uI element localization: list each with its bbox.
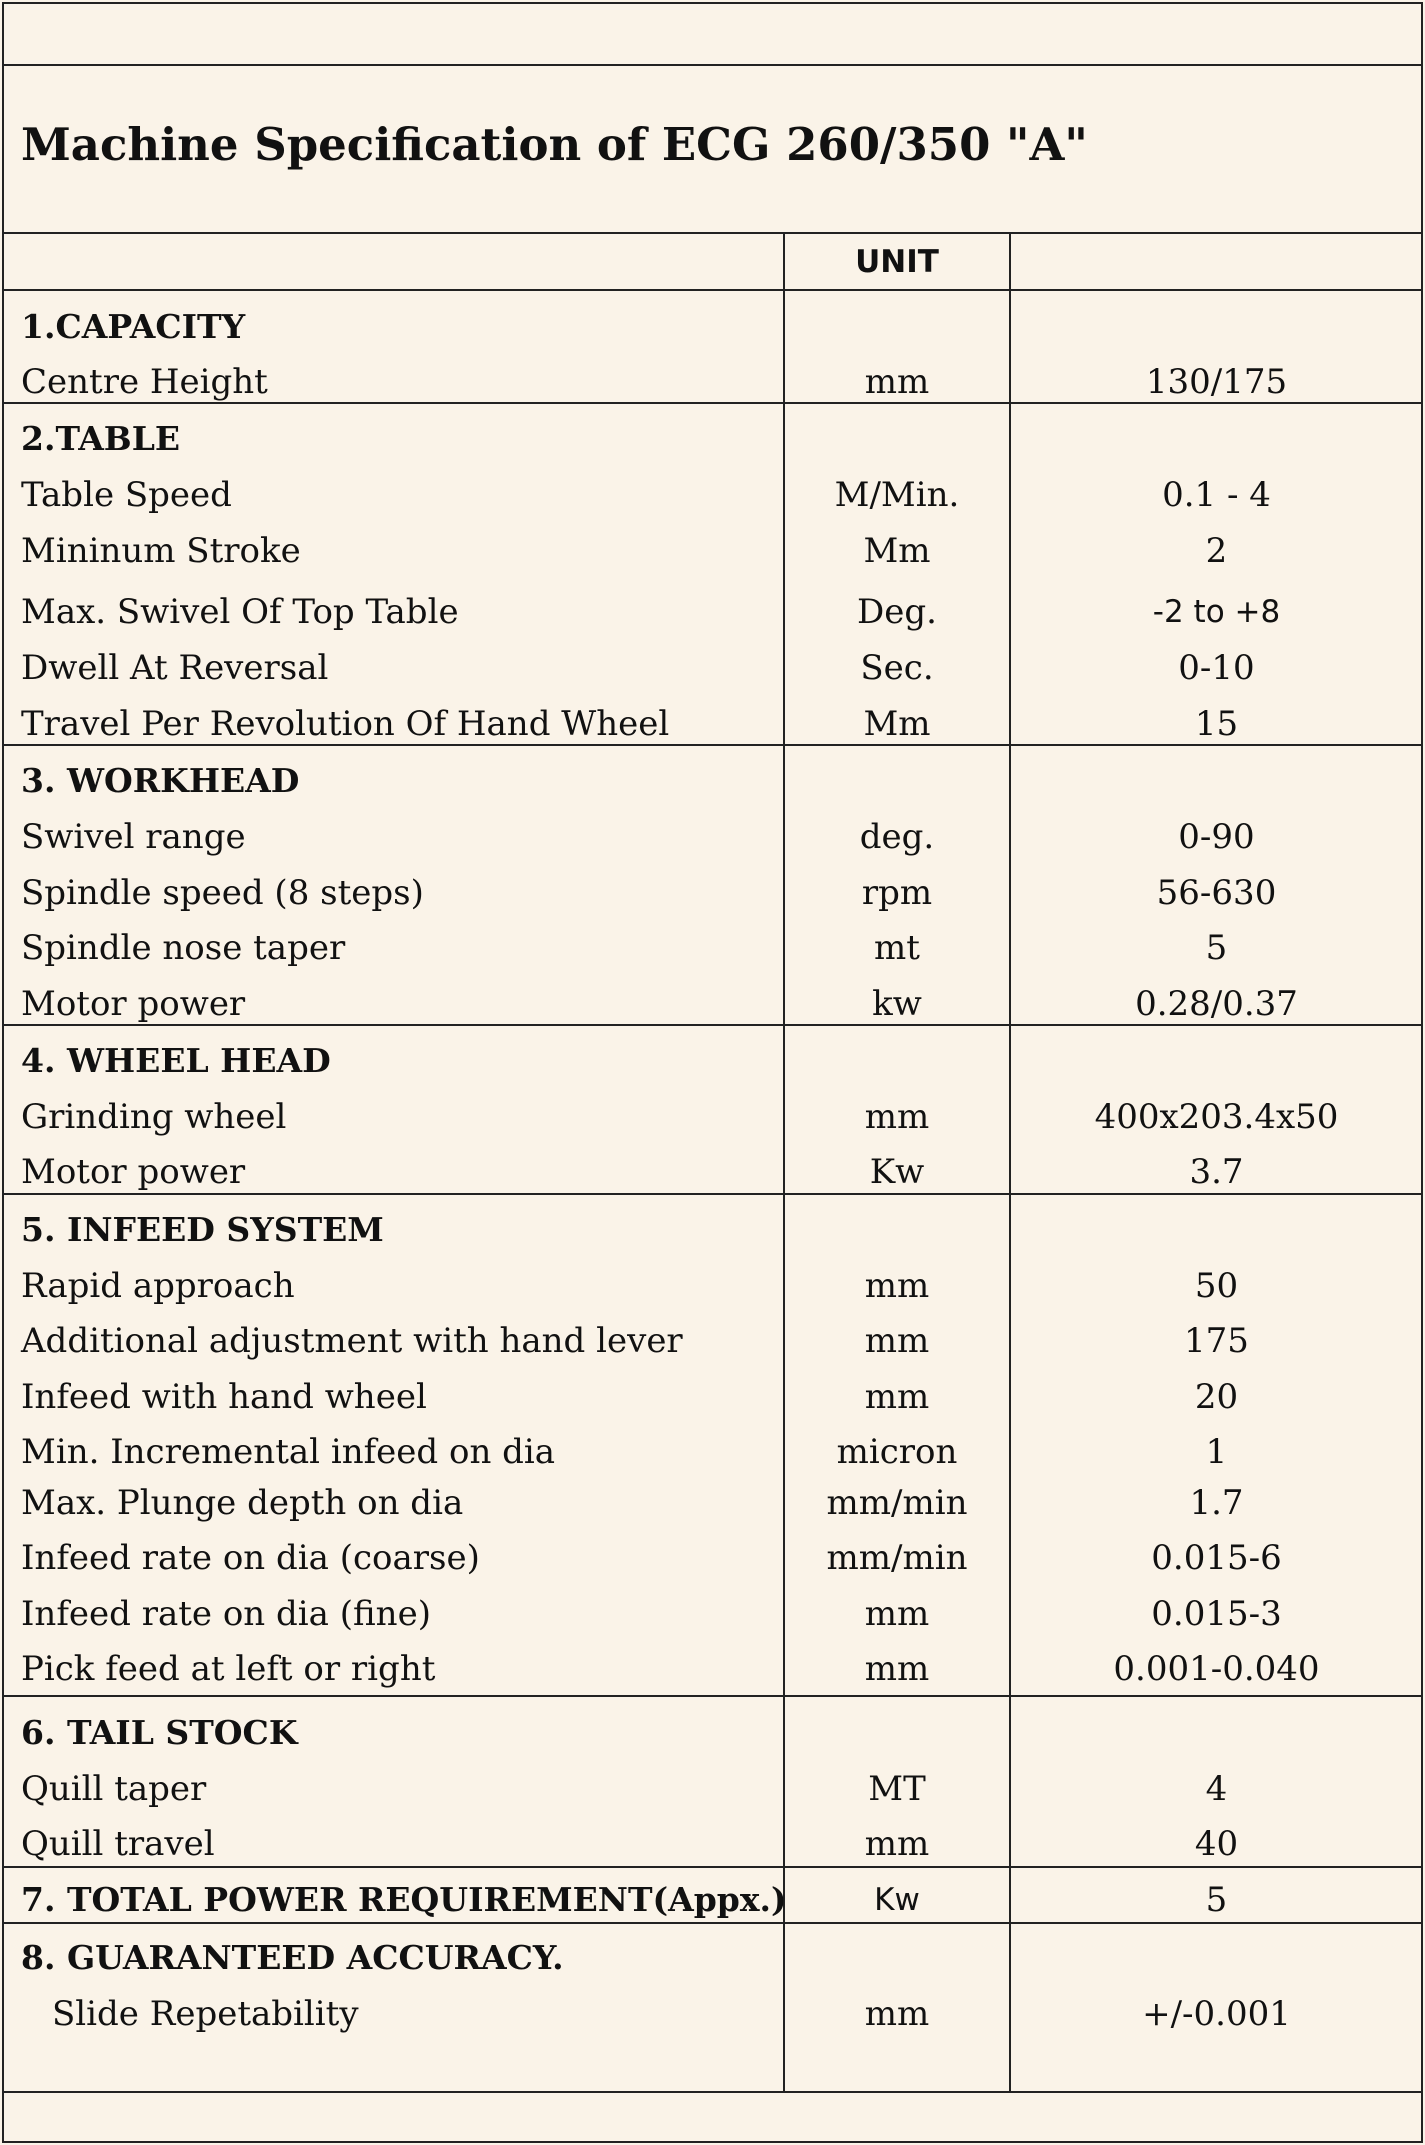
table-row [0, 1313, 1425, 1369]
table-row [0, 696, 1425, 752]
row-unit: mm [864, 1266, 930, 1306]
section-heading [0, 411, 1425, 467]
row-value: 0-10 [1178, 648, 1255, 688]
row-value: 0-90 [1178, 817, 1255, 857]
row-unit: Kw [874, 1882, 920, 1918]
row-label: 6. TAIL STOCK [21, 1713, 298, 1752]
divider [2, 2091, 1423, 2093]
row-label: Spindle nose taper [21, 928, 346, 968]
table-row [0, 354, 1425, 410]
row-label: Rapid approach [21, 1266, 295, 1306]
table-row [0, 1816, 1425, 1872]
row-value: 1 [1205, 1432, 1228, 1472]
row-label: 5. INFEED SYSTEM [21, 1210, 384, 1249]
row-value: 50 [1194, 1266, 1239, 1306]
row-label: Grinding wheel [21, 1097, 287, 1137]
row-unit: mm [864, 1594, 930, 1634]
table-row [0, 1089, 1425, 1145]
row-value: 4 [1205, 1769, 1228, 1809]
table-row [0, 976, 1425, 1032]
row-label: 8. GUARANTEED ACCURACY. [21, 1938, 564, 1977]
row-label: Travel Per Revolution Of Hand Wheel [21, 704, 670, 744]
row-unit: Mm [863, 531, 931, 571]
row-unit: mm [864, 1824, 930, 1864]
row-value: 0.1 - 4 [1162, 475, 1271, 515]
page-title: Machine Specification of ECG 260/350 "A" [21, 118, 1088, 171]
table-row [0, 467, 1425, 523]
row-label: Max. Swivel Of Top Table [21, 592, 459, 632]
section-heading [0, 1705, 1425, 1761]
row-unit: mm [864, 1097, 930, 1137]
row-label: Quill taper [21, 1769, 207, 1809]
row-unit: Mm [863, 704, 931, 744]
section-heading [0, 299, 1425, 355]
table-row [0, 584, 1425, 640]
row-unit: deg. [859, 817, 935, 857]
row-label: Quill travel [21, 1824, 215, 1864]
row-value: 0.015-6 [1151, 1538, 1282, 1578]
section-heading [0, 1930, 1425, 1986]
row-label: 3. WORKHEAD [21, 761, 300, 800]
row-label: Mininum Stroke [21, 531, 301, 571]
row-label: Infeed rate on dia (fine) [21, 1594, 431, 1634]
row-value: 2 [1205, 531, 1228, 571]
row-unit: mm/min [826, 1538, 968, 1578]
table-row [0, 1144, 1425, 1200]
table-row [0, 523, 1425, 579]
row-value: 56-630 [1156, 873, 1277, 913]
row-label: Dwell At Reversal [21, 648, 329, 688]
row-value: 20 [1194, 1377, 1239, 1417]
table-row [0, 1761, 1425, 1817]
table-row [0, 640, 1425, 696]
divider [2, 64, 1423, 66]
row-label: Slide Repetability [52, 1994, 359, 2034]
row-value: 0.015-3 [1151, 1594, 1282, 1634]
table-row [0, 1641, 1425, 1697]
row-label: Pick feed at left or right [21, 1649, 436, 1689]
row-label: 1.CAPACITY [21, 307, 246, 346]
row-value: 0.001-0.040 [1113, 1649, 1320, 1689]
section-heading [0, 1033, 1425, 1089]
row-unit: kw [872, 984, 922, 1024]
row-value: 15 [1194, 704, 1239, 744]
row-unit: mm [864, 1321, 930, 1361]
row-label: Motor power [21, 984, 246, 1024]
row-unit: mm [864, 362, 930, 402]
row-value: 0.28/0.37 [1135, 984, 1298, 1024]
row-unit: Deg. [857, 592, 937, 632]
row-label: 2.TABLE [21, 419, 181, 458]
table-row [0, 1872, 1425, 1928]
table-row [0, 1586, 1425, 1642]
row-label: Min. Incremental infeed on dia [21, 1432, 556, 1472]
row-value: 130/175 [1145, 362, 1288, 402]
row-unit: rpm [861, 873, 933, 913]
row-unit: micron [836, 1432, 958, 1472]
row-unit: Kw [869, 1152, 925, 1192]
table-row [0, 1475, 1425, 1531]
row-label: 7. TOTAL POWER REQUIREMENT(Appx.) [21, 1880, 787, 1919]
row-unit: mm/min [826, 1483, 968, 1523]
row-label: Centre Height [21, 362, 268, 402]
row-label: Table Speed [21, 475, 232, 515]
row-unit: mm [864, 1649, 930, 1689]
divider [2, 232, 1423, 234]
row-label: Infeed rate on dia (coarse) [21, 1538, 480, 1578]
table-row [0, 1424, 1425, 1480]
unit-column-header: UNIT [855, 244, 939, 280]
table-row [0, 1258, 1425, 1314]
table-row [0, 809, 1425, 865]
row-value: 3.7 [1189, 1152, 1244, 1192]
table-row [0, 1369, 1425, 1425]
row-label: Max. Plunge depth on dia [21, 1483, 464, 1523]
row-value: 40 [1194, 1824, 1239, 1864]
row-value: 175 [1184, 1321, 1249, 1361]
row-value: +/-0.001 [1142, 1994, 1291, 2034]
row-unit: mm [864, 1994, 930, 2034]
row-value: -2 to +8 [1152, 594, 1281, 630]
row-unit: Sec. [860, 648, 934, 688]
divider [2, 289, 1423, 291]
row-value: 5 [1205, 928, 1228, 968]
section-heading [0, 1202, 1425, 1258]
row-label: Infeed with hand wheel [21, 1377, 427, 1417]
row-label: Additional adjustment with hand lever [21, 1321, 683, 1361]
table-row [0, 1530, 1425, 1586]
row-value: 1.7 [1189, 1483, 1244, 1523]
table-row [0, 865, 1425, 921]
row-label: Motor power [21, 1152, 246, 1192]
row-unit: mt [874, 928, 920, 968]
section-heading [0, 753, 1425, 809]
row-unit: mm [864, 1377, 930, 1417]
row-unit: MT [868, 1769, 926, 1809]
row-unit: M/Min. [834, 475, 960, 515]
table-row [0, 1986, 1425, 2042]
row-label: Swivel range [21, 817, 246, 857]
row-label: Spindle speed (8 steps) [21, 873, 424, 913]
row-value: 400x203.4x50 [1094, 1097, 1339, 1137]
table-row [0, 920, 1425, 976]
row-label: 4. WHEEL HEAD [21, 1041, 331, 1080]
row-value: 5 [1205, 1880, 1228, 1920]
